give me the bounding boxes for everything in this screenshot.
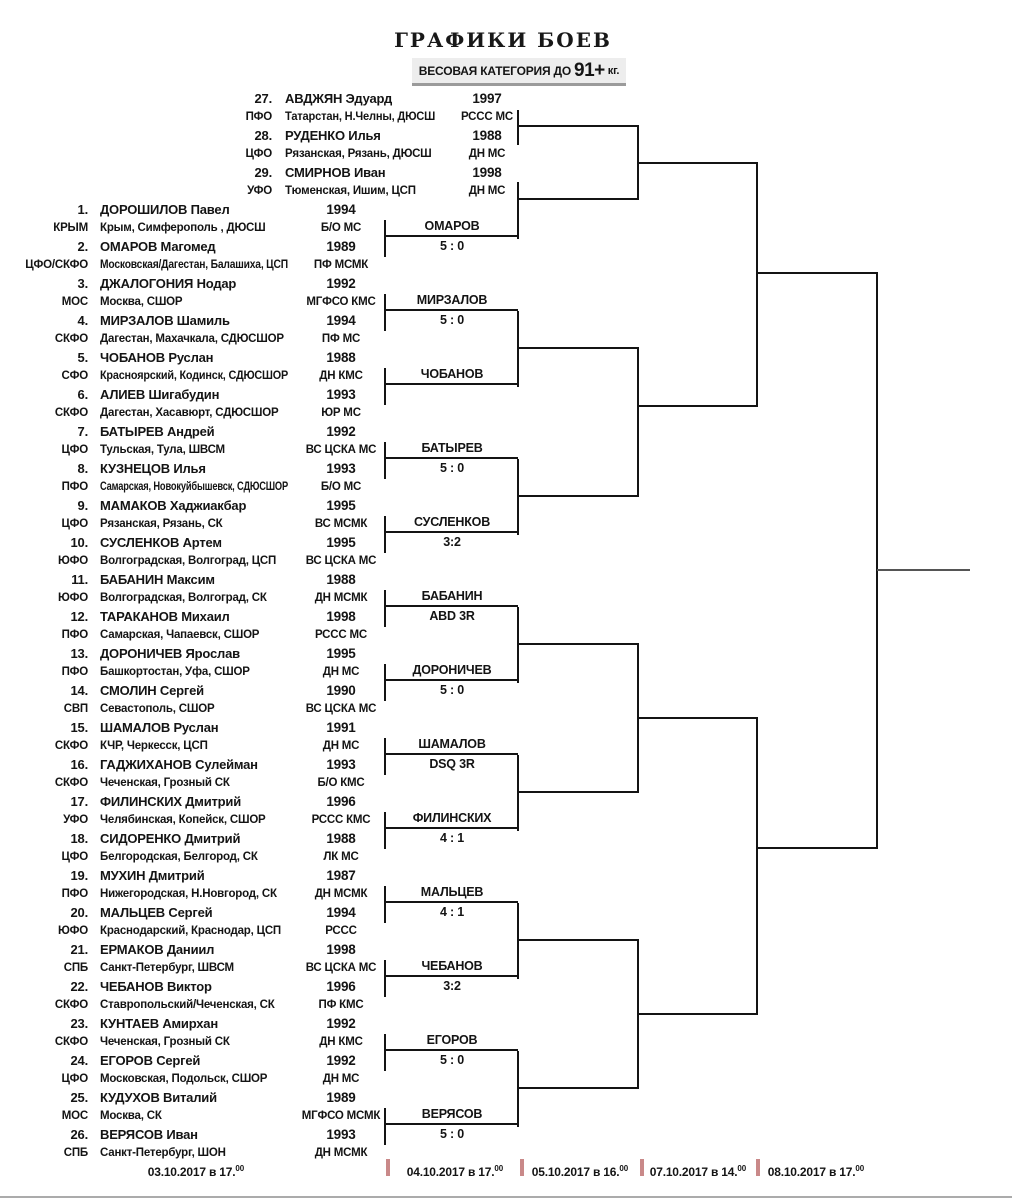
fighter-name: КУНТАЕВ Амирхан	[100, 1016, 218, 1031]
schedule-separator-bar	[386, 1159, 390, 1176]
bracket-hline	[638, 162, 757, 164]
match-winner-name: МАЛЬЦЕВ	[386, 884, 518, 903]
bracket-hline	[518, 347, 638, 349]
bracket-hline	[518, 791, 638, 793]
fighter-birth-year: 1996	[326, 794, 356, 809]
fighter-number: 24.	[70, 1053, 88, 1068]
fighter-name: ГАДЖИХАНОВ Сулейман	[100, 757, 258, 772]
fighter-region-code: ЦФО	[61, 1073, 88, 1085]
match-winner-box	[386, 218, 518, 255]
fighter-name: ЕРМАКОВ Даниил	[100, 942, 215, 957]
fighter-club: Ставропольский/Чеченская, СК	[100, 999, 275, 1011]
fighter-birth-year: 1992	[326, 1016, 356, 1031]
fighter-name: СИДОРЕНКО Дмитрий	[100, 831, 241, 846]
fighter-birth-year: 1989	[326, 1090, 356, 1105]
fighter-region-code: ЦФО	[61, 518, 88, 530]
fighter-birth-year: 1989	[326, 239, 356, 254]
bracket-vline	[876, 272, 878, 849]
fighter-region-code: МОС	[61, 296, 88, 308]
bracket-hline	[518, 495, 638, 497]
match-winner-name: МИРЗАЛОВ	[386, 292, 518, 311]
fighter-club: Санкт-Петербург, ШВСМ	[100, 962, 234, 974]
fighter-rank: ДН МСМК	[314, 1147, 368, 1159]
fighter-rank: ЮР МС	[321, 407, 361, 419]
fighter-name: АЛИЕВ Шигабудин	[100, 387, 220, 402]
match-winner-box	[386, 588, 518, 625]
fighter-rank: ДН МС	[468, 148, 506, 160]
fighter-name: КУДУХОВ Виталий	[100, 1090, 217, 1105]
fighter-number: 18.	[70, 831, 88, 846]
fighter-name: АВДЖЯН Эдуард	[285, 91, 393, 106]
fighter-club: Севастополь, СШОР	[100, 703, 215, 715]
final-output-line	[877, 569, 970, 571]
fighter-rank: ЛК МС	[323, 851, 359, 863]
fighter-club: Дагестан, Махачкала, СДЮСШОР	[100, 333, 284, 345]
bracket-vline	[637, 939, 639, 1089]
fighter-rank: ПФ КМС	[318, 999, 364, 1011]
bracket-vline	[637, 125, 639, 200]
fighter-rank: ВС ЦСКА МС	[305, 444, 377, 456]
fighter-region-code: СПБ	[63, 962, 88, 974]
fighter-number: 12.	[70, 609, 88, 624]
fighter-birth-year: 1994	[326, 905, 356, 920]
fighter-number: 7.	[77, 424, 88, 439]
fighter-number: 22.	[70, 979, 88, 994]
fighter-birth-year: 1994	[326, 202, 356, 217]
session-date: 05.10.2017 в 16.00	[531, 1164, 629, 1179]
fighter-number: 2.	[77, 239, 88, 254]
fighter-number: 8.	[77, 461, 88, 476]
fighter-club: Москва, СК	[100, 1110, 162, 1122]
fighter-birth-year: 1990	[326, 683, 356, 698]
fighter-name: ОМАРОВ Магомед	[100, 239, 216, 254]
fighter-region-code: СКФО	[54, 333, 88, 345]
fighter-region-code: СКФО	[54, 740, 88, 752]
fighter-club: Нижегородская, Н.Новгород, СК	[100, 888, 277, 900]
fighter-number: 17.	[70, 794, 88, 809]
fighter-club: Московская/Дагестан, Балашиха, ЦСП	[100, 259, 288, 271]
match-winner-box	[386, 736, 518, 773]
fighter-club: Чеченская, Грозный СК	[100, 1036, 230, 1048]
fighter-region-code: КРЫМ	[53, 222, 88, 234]
fighter-region-code: МОС	[61, 1110, 88, 1122]
match-winner-box	[386, 292, 518, 329]
fighter-birth-year: 1992	[326, 424, 356, 439]
fighter-name: ТАРАКАНОВ Михаил	[100, 609, 230, 624]
session-date: 04.10.2017 в 17.00	[406, 1164, 504, 1179]
fighter-name: СМОЛИН Сергей	[100, 683, 204, 698]
fighter-birth-year: 1992	[326, 1053, 356, 1068]
fighter-rank: ДН МС	[322, 666, 360, 678]
fighter-rank: ВС ЦСКА МС	[305, 703, 377, 715]
fighter-rank: Б/О МС	[320, 481, 362, 493]
fighter-birth-year: 1995	[326, 646, 356, 661]
fighter-rank: РССС МС	[461, 111, 513, 123]
fighter-name: ЧОБАНОВ Руслан	[100, 350, 214, 365]
bracket-vline	[637, 347, 639, 497]
fighter-club: Волгоградская, Волгоград, ЦСП	[100, 555, 277, 567]
fighter-rank: ДН МСМК	[314, 888, 368, 900]
match-score: 3:2	[443, 535, 461, 549]
match-winner-name: ШАМАЛОВ	[386, 736, 518, 755]
fighter-birth-year: 1993	[326, 387, 356, 402]
fighter-rank: МГФСО КМС	[306, 296, 376, 308]
fighter-rank: Б/О МС	[320, 222, 362, 234]
fighter-number: 10.	[70, 535, 88, 550]
bracket-hline	[518, 125, 638, 127]
fighter-club: Рязанская, Рязань, ДЮСШ	[285, 148, 432, 160]
fighter-name: МАМАКОВ Хаджиакбар	[100, 498, 247, 513]
fighter-club: Челябинская, Копейск, СШОР	[100, 814, 266, 826]
fighter-club: КЧР, Черкесск, ЦСП	[100, 740, 208, 752]
fighter-region-code: УФО	[63, 814, 88, 826]
fighter-name: БАТЫРЕВ Андрей	[100, 424, 215, 439]
bracket-hline	[518, 939, 638, 941]
bracket-vline	[756, 717, 758, 1015]
fighter-number: 3.	[77, 276, 88, 291]
fighter-number: 20.	[70, 905, 88, 920]
fighter-region-code: ЦФО/СКФО	[25, 259, 88, 271]
fighter-rank: РССС	[325, 925, 357, 937]
fighter-number: 6.	[77, 387, 88, 402]
match-winner-name: СУСЛЕНКОВ	[386, 514, 518, 533]
match-winner-name: ЕГОРОВ	[386, 1032, 518, 1051]
fighter-number: 11.	[71, 572, 88, 587]
match-winner-box	[386, 1032, 518, 1069]
bracket-hline	[757, 847, 877, 849]
fighter-number: 25.	[70, 1090, 88, 1105]
fighter-club: Санкт-Петербург, ШОН	[100, 1147, 226, 1159]
match-winner-name: БАТЫРЕВ	[386, 440, 518, 459]
fighter-name: МУХИН Дмитрий	[100, 868, 205, 883]
fighter-region-code: СФО	[61, 370, 88, 382]
match-score: 4 : 1	[439, 905, 464, 919]
bracket-vline	[756, 162, 758, 407]
bracket-vline	[517, 110, 519, 145]
fighter-number: 14.	[70, 683, 88, 698]
fighter-name: СУСЛЕНКОВ Артем	[100, 535, 222, 550]
fighter-number: 26.	[70, 1127, 88, 1142]
fighter-birth-year: 1994	[326, 313, 356, 328]
match-winner-box	[386, 366, 518, 403]
fighter-birth-year: 1988	[326, 572, 356, 587]
match-winner-name: ДОРОНИЧЕВ	[386, 662, 518, 681]
fighter-birth-year: 1993	[326, 461, 356, 476]
fighter-region-code: ПФО	[61, 481, 88, 493]
bracket-vline	[637, 643, 639, 793]
match-score: DSQ 3R	[429, 757, 475, 771]
fighter-club: Башкортостан, Уфа, СШОР	[100, 666, 250, 678]
match-score: 5 : 0	[439, 683, 464, 697]
fighter-entry	[0, 127, 560, 164]
fighter-region-code: СКФО	[54, 407, 88, 419]
fighter-club: Тюменская, Ишим, ЦСП	[285, 185, 416, 197]
weight-category-label: ВЕСОВАЯ КАТЕГОРИЯ ДО	[418, 63, 572, 78]
bracket-hline	[518, 643, 638, 645]
fighter-region-code: ЮФО	[57, 925, 88, 937]
fighter-rank: ДН КМС	[319, 370, 363, 382]
match-winner-name: ФИЛИНСКИХ	[386, 810, 518, 829]
fighter-birth-year: 1998	[326, 609, 356, 624]
match-score: 3:2	[443, 979, 461, 993]
match-score: 5 : 0	[439, 461, 464, 475]
fighter-region-code: СКФО	[54, 777, 88, 789]
session-date: 07.10.2017 в 14.00	[649, 1164, 747, 1179]
schedule-separator-bar	[520, 1159, 524, 1176]
fighter-club: Самарская, Чапаевск, СШОР	[100, 629, 260, 641]
fighter-birth-year: 1996	[326, 979, 356, 994]
fighter-birth-year: 1988	[472, 128, 502, 143]
session-date: 08.10.2017 в 17.00	[767, 1164, 865, 1179]
fighter-rank: ПФ МС	[321, 333, 361, 345]
fighter-region-code: ПФО	[245, 111, 272, 123]
match-winner-box	[386, 662, 518, 699]
fighter-rank: ПФ МСМК	[313, 259, 369, 271]
fighter-birth-year: 1987	[326, 868, 356, 883]
fighter-rank: ДН МС	[322, 1073, 360, 1085]
match-winner-name: ЧЕБАНОВ	[386, 958, 518, 977]
fighter-name: ЕГОРОВ Сергей	[100, 1053, 201, 1068]
fighter-number: 5.	[77, 350, 88, 365]
fighter-rank: ДН КМС	[319, 1036, 363, 1048]
fighter-birth-year: 1993	[326, 757, 356, 772]
match-winner-name: БАБАНИН	[386, 588, 518, 607]
fighter-region-code: ПФО	[61, 666, 88, 678]
weight-category-banner	[412, 58, 626, 86]
fighter-rank: ВС МСМК	[314, 518, 368, 530]
match-winner-box	[386, 514, 518, 551]
fighter-region-code: ЮФО	[57, 555, 88, 567]
page-title: ГРАФИКИ БОЕВ	[394, 28, 612, 52]
match-winner-box	[386, 1106, 518, 1143]
fighter-region-code: УФО	[247, 185, 272, 197]
bracket-hline	[518, 198, 638, 200]
match-score: 5 : 0	[439, 1127, 464, 1141]
fighter-name: БАБАНИН Максим	[100, 572, 215, 587]
fighter-region-code: ЦФО	[61, 444, 88, 456]
fighter-number: 29.	[254, 165, 272, 180]
fighter-club: Самарская, Новокуйбышевск, СДЮСШОР	[100, 481, 289, 493]
fighter-region-code: СКФО	[54, 1036, 88, 1048]
fighter-name: РУДЕНКО Илья	[285, 128, 381, 143]
fighter-club: Волгоградская, Волгоград, СК	[100, 592, 267, 604]
match-winner-box	[386, 958, 518, 995]
fighter-birth-year: 1995	[326, 535, 356, 550]
fighter-rank: ВС ЦСКА МС	[305, 962, 377, 974]
fighter-birth-year: 1998	[326, 942, 356, 957]
fighter-entry	[0, 164, 560, 201]
match-score: 5 : 0	[439, 1053, 464, 1067]
fighter-birth-year: 1993	[326, 1127, 356, 1142]
fighter-number: 19.	[70, 868, 88, 883]
bracket-hline	[518, 1087, 638, 1089]
match-score: 5 : 0	[439, 239, 464, 253]
fighter-region-code: ЮФО	[57, 592, 88, 604]
fighter-number: 4.	[77, 313, 88, 328]
fighter-region-code: ЦФО	[61, 851, 88, 863]
fighter-birth-year: 1988	[326, 350, 356, 365]
fighter-number: 23.	[70, 1016, 88, 1031]
fighter-name: ДЖАЛОГОНИЯ Нодар	[100, 276, 237, 291]
weight-category-value: 91+	[574, 59, 605, 81]
fighter-rank: ДН МС	[468, 185, 506, 197]
fighter-club: Татарстан, Н.Челны, ДЮСШ	[285, 111, 436, 123]
fighter-club: Белгородская, Белгород, СК	[100, 851, 258, 863]
match-winner-name: ВЕРЯСОВ	[386, 1106, 518, 1125]
fighter-club: Московская, Подольск, СШОР	[100, 1073, 268, 1085]
fighter-name: ФИЛИНСКИХ Дмитрий	[100, 794, 242, 809]
fighter-number: 21.	[70, 942, 88, 957]
fighter-rank: РССС МС	[315, 629, 367, 641]
fighter-name: СМИРНОВ Иван	[285, 165, 386, 180]
fighter-club: Красноярский, Кодинск, СДЮСШОР	[100, 370, 288, 382]
fighter-club: Чеченская, Грозный СК	[100, 777, 230, 789]
fighter-name: МАЛЬЦЕВ Сергей	[100, 905, 213, 920]
match-score	[386, 385, 518, 403]
bracket-hline	[638, 405, 757, 407]
fighter-region-code: СПБ	[63, 1147, 88, 1159]
match-winner-box	[386, 884, 518, 921]
fighter-name: ВЕРЯСОВ Иван	[100, 1127, 198, 1142]
fighter-club: Краснодарский, Краснодар, ЦСП	[100, 925, 281, 937]
schedule-separator-bar	[756, 1159, 760, 1176]
fighter-birth-year: 1991	[326, 720, 356, 735]
bracket-hline	[638, 1013, 757, 1015]
fighter-region-code: СКФО	[54, 999, 88, 1011]
fighter-number: 1.	[77, 202, 88, 217]
fighter-name: ШАМАЛОВ Руслан	[100, 720, 219, 735]
fighter-number: 9.	[77, 498, 88, 513]
fighter-region-code: ПФО	[61, 629, 88, 641]
fighter-birth-year: 1998	[472, 165, 502, 180]
fighter-rank: Б/О КМС	[317, 777, 365, 789]
fighter-birth-year: 1992	[326, 276, 356, 291]
weight-category-unit: кг.	[607, 64, 620, 77]
bottom-rule	[0, 1196, 1012, 1198]
fighter-name: ЧЕБАНОВ Виктор	[100, 979, 212, 994]
fighter-rank: ДН МС	[322, 740, 360, 752]
fighter-rank: ДН МСМК	[314, 592, 368, 604]
schedule-separator-bar	[640, 1159, 644, 1176]
bracket-hline	[638, 717, 757, 719]
match-score: 4 : 1	[439, 831, 464, 845]
fighter-birth-year: 1995	[326, 498, 356, 513]
fighter-club: Москва, СШОР	[100, 296, 183, 308]
fighter-birth-year: 1988	[326, 831, 356, 846]
fighter-rank: РССС КМС	[311, 814, 371, 826]
fighter-club: Рязанская, Рязань, СК	[100, 518, 223, 530]
match-score: ABD 3R	[429, 609, 475, 623]
fighter-club: Крым, Симферополь , ДЮСШ	[100, 222, 266, 234]
bracket-hline	[757, 272, 877, 274]
fighter-rank: МГФСО МСМК	[301, 1110, 381, 1122]
match-score: 5 : 0	[439, 313, 464, 327]
match-winner-box	[386, 440, 518, 477]
fighter-name: КУЗНЕЦОВ Илья	[100, 461, 206, 476]
fighter-club: Дагестан, Хасавюрт, СДЮСШОР	[100, 407, 279, 419]
session-date: 03.10.2017 в 17.00	[147, 1164, 245, 1179]
fighter-region-code: СВП	[63, 703, 88, 715]
match-winner-box	[386, 810, 518, 847]
fighter-entry	[0, 90, 560, 127]
fighter-region-code: ЦФО	[245, 148, 272, 160]
fighter-name: ДОРОНИЧЕВ Ярослав	[100, 646, 240, 661]
fighter-number: 28.	[254, 128, 272, 143]
fighter-birth-year: 1997	[472, 91, 502, 106]
match-winner-name: ЧОБАНОВ	[386, 366, 518, 385]
fighter-region-code: ПФО	[61, 888, 88, 900]
match-winner-name: ОМАРОВ	[386, 218, 518, 237]
fighter-rank: ВС ЦСКА МС	[305, 555, 377, 567]
fighter-number: 16.	[70, 757, 88, 772]
fighter-number: 13.	[70, 646, 88, 661]
fighter-name: МИРЗАЛОВ Шамиль	[100, 313, 230, 328]
fighter-number: 27.	[254, 91, 272, 106]
fighter-number: 15.	[70, 720, 88, 735]
fighter-name: ДОРОШИЛОВ Павел	[100, 202, 230, 217]
fighter-club: Тульская, Тула, ШВСМ	[100, 444, 225, 456]
